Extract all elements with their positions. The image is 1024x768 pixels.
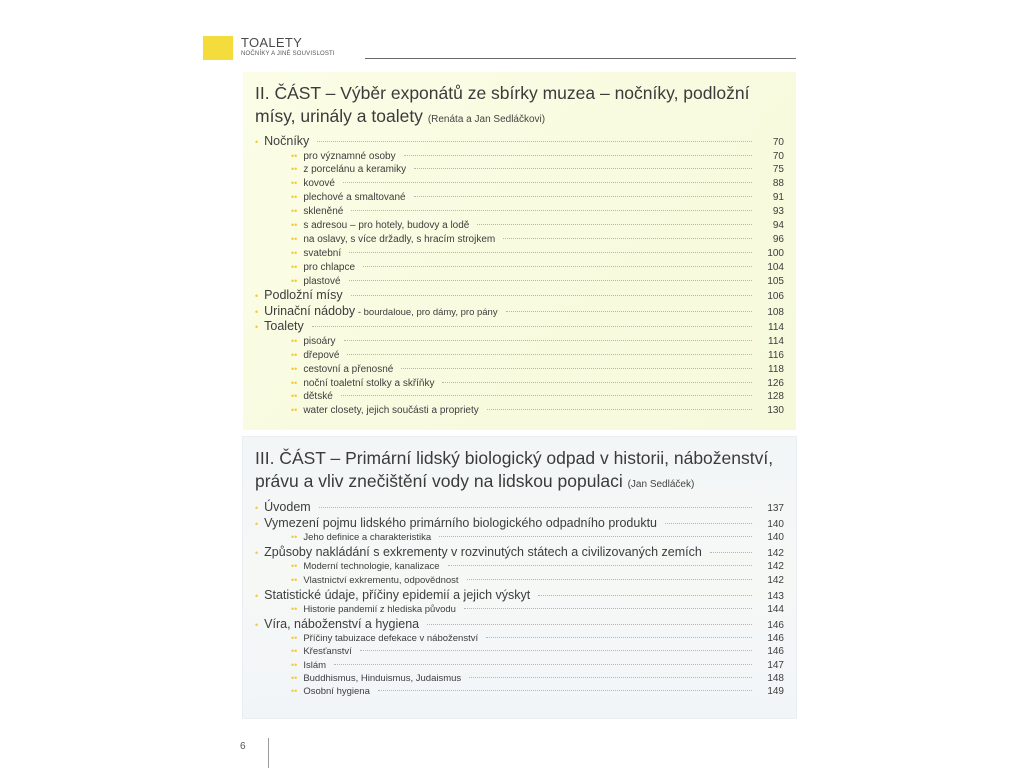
toc-entry-title: Moderní technologie, kanalizace <box>303 561 440 573</box>
toc-entry-title: svatební <box>303 247 342 259</box>
toc-entry-title: pro významné osoby <box>303 150 396 162</box>
toc-entry-title: Víra, náboženství a hygiena <box>264 617 420 632</box>
toc-entry-title: kovové <box>303 178 335 190</box>
running-header-title: TOALETY <box>241 35 303 50</box>
dot-leader <box>401 368 752 369</box>
toc-entry-label <box>303 261 355 275</box>
toc-entry <box>255 134 784 150</box>
toc-entry <box>255 304 784 320</box>
toc-entry <box>255 531 784 544</box>
part-3-heading <box>255 447 784 496</box>
part-3-panel <box>243 437 796 718</box>
bullet-icon: • <box>255 503 259 513</box>
dot-leader <box>503 238 752 239</box>
toc-entry <box>255 499 784 515</box>
toc-entry-page: 140 <box>767 519 784 530</box>
part-3-title: III. ČÁST – Primární lidský biologický odpad v historii, náboženství, právu a vliv znečištění vody na lidskou populaci <box>255 448 774 491</box>
toc-entry-page: 94 <box>772 219 784 231</box>
bullet-icon: • <box>255 590 259 601</box>
toc-entry-title: Vymezení pojmu lidského primárního biologického odpadního produktu <box>264 516 657 530</box>
toc-entry <box>255 574 784 587</box>
dot-leader <box>351 295 752 296</box>
header-rule <box>365 58 796 59</box>
header-accent-box <box>203 36 233 60</box>
toc-entry-title: Statistické údaje, příčiny epidemií a jejich výskyt <box>264 587 531 602</box>
toc-entry-title: Vlastnictví exkrementu, odpovědnost <box>303 574 459 586</box>
toc-entry-page: 116 <box>768 349 784 361</box>
dot-leader <box>414 196 752 197</box>
bullet-icon: •• <box>291 247 298 258</box>
toc-entry <box>255 377 784 391</box>
toc-entry-label <box>303 632 478 645</box>
part-3-toc-list <box>255 499 784 699</box>
toc-entry-label <box>264 616 419 632</box>
dot-leader <box>506 311 752 312</box>
dot-leader <box>351 210 752 211</box>
toc-entry-title: Příčiny tabuizace defekace v náboženství <box>303 633 479 645</box>
toc-entry <box>255 150 784 164</box>
toc-entry-title: Jeho definice a charakteristika <box>303 532 432 543</box>
toc-entry-title: Urinační nádoby <box>264 303 356 318</box>
toc-entry-page: 144 <box>767 603 784 615</box>
toc-entry-title: noční toaletní stolky a skříňky <box>303 377 435 389</box>
toc-entry-page: 114 <box>768 322 784 334</box>
bullet-icon: •• <box>291 219 298 230</box>
toc-entry-label <box>303 377 434 391</box>
toc-entry <box>255 335 784 349</box>
toc-entry-page: 126 <box>767 377 784 389</box>
bullet-icon: • <box>255 519 259 529</box>
running-header-subtitle: NOČNÍKY A JINÉ SOUVISLOSTI <box>241 51 335 57</box>
bullet-icon: • <box>255 137 259 147</box>
toc-entry-page: 146 <box>767 646 784 658</box>
toc-entry <box>255 288 784 304</box>
toc-entry <box>255 390 784 404</box>
toc-entry-title: Způsoby nakládání s exkrementy v rozvinutých státech a civilizovaných zemích <box>264 545 702 560</box>
toc-entry-label <box>303 335 335 349</box>
toc-entry-page: 106 <box>767 291 784 303</box>
toc-entry <box>255 685 784 698</box>
toc-entry-label <box>264 134 309 150</box>
bullet-icon: •• <box>291 377 298 388</box>
bullet-icon: •• <box>291 349 298 360</box>
toc-entry-title: z porcelánu a keramiky <box>303 164 407 176</box>
dot-leader <box>538 595 752 596</box>
part-2-toc-list <box>255 134 784 418</box>
toc-entry-page: 88 <box>772 178 784 190</box>
bullet-icon: •• <box>291 363 298 374</box>
toc-entry <box>255 205 784 219</box>
toc-entry <box>255 544 784 560</box>
toc-entry-page: 128 <box>767 391 784 403</box>
toc-entry <box>255 603 784 616</box>
page-number: 6 <box>240 741 246 752</box>
dot-leader <box>710 552 752 553</box>
toc-entry-page: 142 <box>767 561 784 573</box>
toc-entry-title: s adresou – pro hotely, budovy a lodě <box>303 219 470 231</box>
dot-leader <box>448 565 752 566</box>
bullet-icon: • <box>255 306 259 317</box>
toc-entry-label <box>303 247 341 261</box>
toc-entry <box>255 275 784 289</box>
bullet-icon: •• <box>291 335 298 346</box>
toc-entry-page: 75 <box>772 164 784 176</box>
dot-leader <box>427 624 752 625</box>
toc-entry-page: 70 <box>772 137 784 148</box>
toc-entry-label <box>264 319 304 335</box>
toc-entry-label <box>303 275 340 289</box>
toc-entry <box>255 233 784 247</box>
toc-entry-page: 100 <box>767 247 784 259</box>
toc-entry-label <box>303 560 439 573</box>
toc-entry-title: plastové <box>303 275 341 287</box>
toc-entry-page: 146 <box>767 620 784 632</box>
toc-entry-page: 70 <box>772 150 784 162</box>
toc-entry-title: na oslavy, s více držadly, s hracím strojkem <box>303 233 496 245</box>
toc-entry <box>255 659 784 672</box>
toc-entry-title: Úvodem <box>264 500 311 514</box>
toc-entry <box>255 616 784 632</box>
bullet-icon: •• <box>291 405 298 416</box>
toc-entry-page: 143 <box>767 590 784 602</box>
toc-entry-title: Podložní mísy <box>264 288 343 303</box>
dot-leader <box>477 224 752 225</box>
toc-entry-label <box>303 205 343 219</box>
toc-entry-title: pisoáry <box>303 335 336 347</box>
dot-leader <box>442 382 752 383</box>
toc-entry <box>255 363 784 377</box>
toc-entry <box>255 632 784 645</box>
part-3-author: (Jan Sedláček) <box>627 479 695 490</box>
dot-leader <box>487 409 752 410</box>
toc-entry-title: Toalety <box>264 319 304 334</box>
dot-leader <box>378 690 752 691</box>
bullet-icon: •• <box>291 178 298 189</box>
toc-entry <box>255 163 784 177</box>
part-2-panel <box>243 72 796 430</box>
toc-entry <box>255 587 784 603</box>
toc-entry-label <box>264 288 343 304</box>
toc-entry-page: 146 <box>767 633 784 645</box>
toc-entry-title: dětské <box>303 391 333 403</box>
toc-entry-page: 148 <box>767 673 784 685</box>
toc-entry-title: Křesťanství <box>303 646 352 658</box>
toc-entry-page: 91 <box>772 192 784 204</box>
toc-entry-label <box>303 603 456 616</box>
bullet-icon: •• <box>291 646 298 657</box>
bullet-icon: •• <box>291 206 298 217</box>
toc-entry-page: 142 <box>767 548 784 560</box>
toc-entry-page: 147 <box>767 659 784 671</box>
toc-entry-title: Buddhismus, Hinduismus, Judaismus <box>303 673 462 685</box>
toc-entry-label <box>264 587 530 603</box>
toc-entry-title: plechové a smaltované <box>303 192 406 204</box>
dot-leader <box>343 182 752 183</box>
toc-entry <box>255 247 784 261</box>
toc-entry-page: 149 <box>767 686 784 698</box>
dot-leader <box>486 637 752 638</box>
toc-entry-label <box>303 177 335 191</box>
toc-entry-page: 96 <box>772 233 784 245</box>
part-2-title: II. ČÁST – Výběr exponátů ze sbírky muzea – nočníky, podložní mísy, urinály a toalety <box>255 83 750 126</box>
bullet-icon: •• <box>291 233 298 244</box>
toc-entry-label <box>303 191 405 205</box>
bullet-icon: •• <box>291 673 298 684</box>
toc-entry-page: 104 <box>767 261 784 273</box>
bullet-icon: •• <box>291 574 298 585</box>
bullet-icon: •• <box>291 391 298 402</box>
dot-leader <box>363 266 752 267</box>
bullet-icon: •• <box>291 261 298 272</box>
toc-entry-label <box>303 163 406 177</box>
toc-entry-title: Islám <box>303 659 327 671</box>
bullet-icon: • <box>255 548 259 559</box>
bullet-icon: • <box>255 620 259 631</box>
page-number-rule <box>268 738 269 768</box>
bullet-icon: •• <box>291 561 298 572</box>
toc-entry-label <box>303 390 332 404</box>
bullet-icon: • <box>255 291 259 302</box>
toc-entry-title: cestovní a přenosné <box>303 363 394 375</box>
toc-entry-page: 114 <box>768 335 784 347</box>
dot-leader <box>439 536 752 537</box>
toc-entry-label <box>303 574 458 587</box>
toc-entry-page: 118 <box>768 363 784 375</box>
dot-leader <box>414 168 752 169</box>
toc-entry-title: Osobní hygiena <box>303 686 370 698</box>
toc-entry <box>255 177 784 191</box>
dot-leader <box>665 523 752 524</box>
toc-entry-title: skleněné <box>303 206 344 218</box>
toc-entry-title: dřepové <box>303 349 340 361</box>
bullet-icon: •• <box>291 532 298 542</box>
toc-entry-label <box>303 645 351 658</box>
toc-entry-label <box>303 531 431 544</box>
dot-leader <box>349 280 752 281</box>
toc-entry-label <box>264 515 657 531</box>
bullet-icon: •• <box>291 275 298 286</box>
bullet-icon: • <box>255 322 259 333</box>
toc-entry-page: 108 <box>767 306 784 318</box>
bullet-icon: •• <box>291 192 298 203</box>
dot-leader <box>319 507 752 508</box>
toc-entry <box>255 645 784 658</box>
toc-entry-page: 130 <box>767 405 784 417</box>
dot-leader <box>349 252 752 253</box>
toc-entry <box>255 560 784 573</box>
toc-entry-page: 140 <box>767 532 784 543</box>
toc-entry-label <box>264 544 702 560</box>
toc-entry-title: Historie pandemií z hlediska původu <box>303 603 456 615</box>
toc-entry-title: pro chlapce <box>303 261 356 273</box>
bullet-icon: •• <box>291 686 298 697</box>
toc-entry <box>255 261 784 275</box>
bullet-icon: •• <box>291 603 298 614</box>
dot-leader <box>467 579 752 580</box>
toc-entry <box>255 404 784 418</box>
toc-entry-page: 93 <box>772 206 784 218</box>
toc-entry <box>255 672 784 685</box>
dot-leader <box>334 664 752 665</box>
bullet-icon: •• <box>291 659 298 670</box>
dot-leader <box>464 608 752 609</box>
toc-entry-page: 142 <box>767 574 784 586</box>
toc-entry-label <box>303 363 393 377</box>
toc-entry-title: water closety, jejich součásti a propriety <box>303 405 479 417</box>
dot-leader <box>404 155 752 156</box>
toc-entry-label <box>303 349 339 363</box>
toc-entry <box>255 515 784 531</box>
toc-entry-label <box>264 499 311 515</box>
dot-leader <box>317 141 752 142</box>
part-2-heading <box>255 82 784 131</box>
toc-entry-label <box>303 404 478 418</box>
part-2-author: (Renáta a Jan Sedláčkovi) <box>427 114 546 125</box>
toc-entry-page: 105 <box>767 275 784 287</box>
toc-entry-label <box>303 219 469 233</box>
toc-entry-label <box>303 150 395 164</box>
toc-entry-label <box>303 685 370 698</box>
toc-entry-page: 137 <box>767 503 784 514</box>
dot-leader <box>360 650 752 651</box>
toc-entry-suffix: - bourdaloue, pro dámy, pro pány <box>355 306 498 318</box>
bullet-icon: •• <box>291 150 298 161</box>
toc-entry <box>255 219 784 233</box>
toc-entry <box>255 349 784 363</box>
dot-leader <box>469 677 752 678</box>
bullet-icon: •• <box>291 164 298 175</box>
toc-entry-label <box>264 304 497 321</box>
toc-entry-title: Nočníky <box>264 134 310 148</box>
toc-entry <box>255 191 784 205</box>
dot-leader <box>312 326 752 327</box>
bullet-icon: •• <box>291 633 298 644</box>
toc-entry-label <box>303 659 326 672</box>
toc-entry-label <box>303 233 495 247</box>
dot-leader <box>341 395 752 396</box>
dot-leader <box>344 340 752 341</box>
dot-leader <box>347 354 752 355</box>
toc-entry <box>255 319 784 335</box>
toc-entry-label <box>303 672 461 685</box>
